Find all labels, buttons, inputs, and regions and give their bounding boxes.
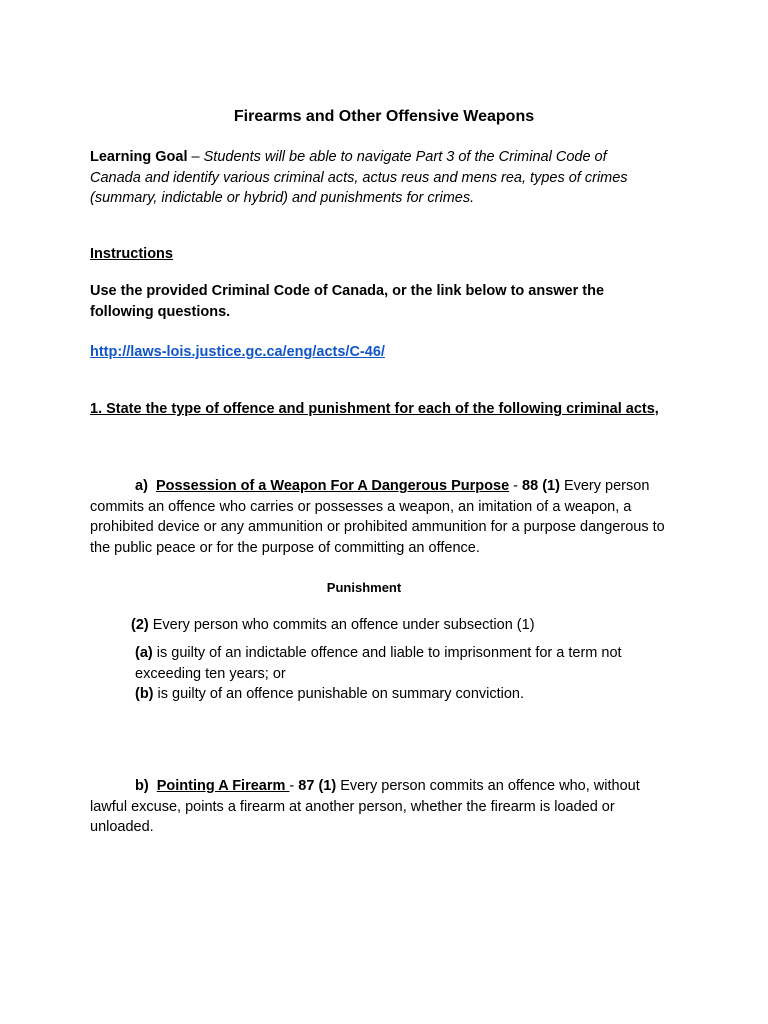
item-a-separator: - [509,478,523,494]
question-1-heading: 1. State the type of offence and punishment for each of the following criminal acts, [90,401,659,417]
subsection-b-text: is guilty of an offence punishable on summary conviction. [153,686,525,702]
subsection-b [135,684,655,705]
subsection-2-number: (2) [131,617,149,633]
instructions-body: Use the provided Criminal Code of Canada, or the link below to answer the following questions. [90,283,605,320]
page-title: Firearms and Other Offensive Weapons [233,108,535,125]
item-a-section: 88 (1) [522,478,560,494]
subsection-2-text: Every person who commits an offence under subsection (1) [148,617,535,633]
item-b-separator: - [289,778,299,794]
instructions-heading: Instructions [90,246,173,262]
punishment-heading: Punishment [326,580,402,595]
subsection-a [135,643,655,684]
subsection-b-number: (b) [135,686,154,702]
subsection-2 [131,615,651,636]
item-b-section: 87 (1) [298,778,337,794]
item-b-letter: b) [135,778,149,794]
criminal-code-link[interactable]: http://laws-lois.justice.gc.ca/eng/acts/C-46/ [90,344,385,360]
learning-goal [90,147,650,209]
item-b-name: Pointing A Firearm [156,778,290,794]
item-a-paragraph [90,476,682,558]
learning-goal-label: Learning Goal [90,149,188,165]
item-a-letter: a) [135,478,148,494]
item-b-paragraph [90,776,678,838]
subsection-a-text: is guilty of an indictable offence and liable to imprisonment for a term not exceeding ten years; or [135,645,622,682]
item-a-name: Possession of a Weapon For A Dangerous Purpose [155,478,510,494]
item-b-text: Every person commits an offence who, without lawful excuse, points a firearm at another person, whether the firearm is loaded or unloaded. [90,778,640,835]
learning-goal-dash: – [187,149,204,165]
item-a-text: Every person commits an offence who carries or possesses a weapon, an imitation of a weapon, a prohibited device or any ammunition or prohibited ammunition for a purpose dangerous to the public peace or for the purpose of committing an offence. [90,478,665,556]
learning-goal-text: Students will be able to navigate Part 3 of the Criminal Code of Canada and identify various criminal acts, actus reus and mens rea, types of crimes (summary, indictable or hybrid) and punishments for crimes. [90,149,628,206]
subsection-a-number: (a) [135,645,153,661]
